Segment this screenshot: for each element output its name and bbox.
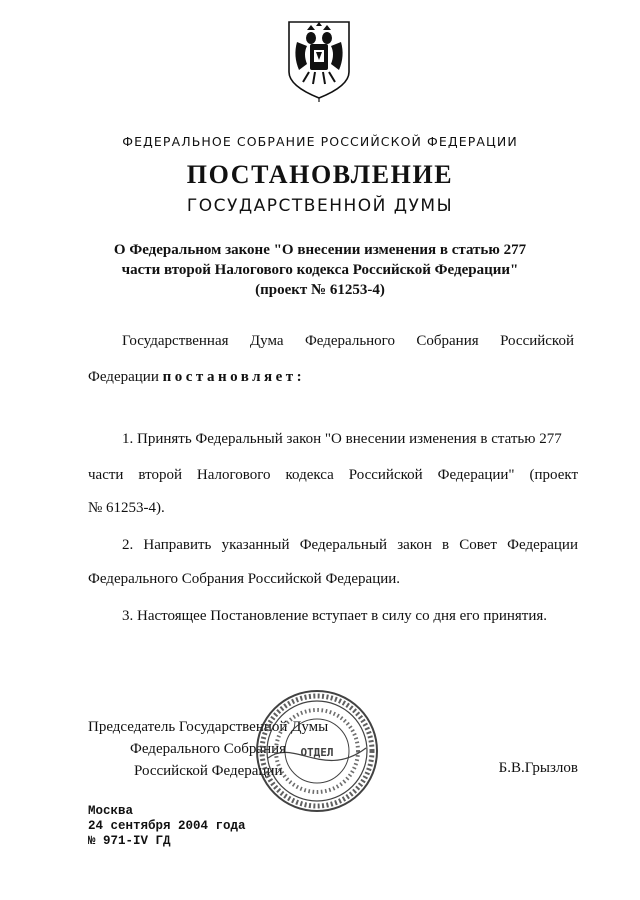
item-line: части второй Налогового кодекса Российской Федерации" (проект xyxy=(88,467,578,483)
preamble-line xyxy=(88,369,578,386)
stamp-label: ОТДЕЛ xyxy=(300,746,334,759)
document-type-title: ПОСТАНОВЛЕНИЕ xyxy=(186,160,454,189)
signatory-title-line: Председатель Государственной Думы xyxy=(88,719,329,735)
subject-line: О Федеральном законе "О внесении изменения в статью 277 xyxy=(113,242,527,258)
preamble-line: Государственная Дума Федерального Собрания Российской xyxy=(122,333,574,349)
organization-heading: ФЕДЕРАЛЬНОЕ СОБРАНИЕ РОССИЙСКОЙ ФЕДЕРАЦИИ xyxy=(122,134,518,149)
item-line: 3. Настоящее Постановление вступает в силу со дня его принятия. xyxy=(122,608,548,624)
preamble-text: Федерации xyxy=(88,369,159,385)
item-line: Федерального Собрания Российской Федерации. xyxy=(88,571,401,587)
item-line: № 61253-4). xyxy=(88,500,165,516)
footer-number: № 971-IV ГД xyxy=(88,834,171,848)
signatory-name: Б.В.Грызлов xyxy=(498,760,578,776)
item-line: 2. Направить указанный Федеральный закон в Совет Федерации xyxy=(122,537,578,553)
document-footer xyxy=(88,804,246,849)
resolves-verb: постановляет: xyxy=(162,369,306,385)
item-line: 1. Принять Федеральный закон "О внесении изменения в статью 277 xyxy=(122,431,562,447)
subject-line: (проект № 61253-4) xyxy=(255,282,385,298)
signatory-title-line: Российской Федерации xyxy=(134,763,283,779)
subject-line: части второй Налогового кодекса Российской Федерации" xyxy=(121,262,519,278)
subject-heading xyxy=(0,240,640,300)
footer-date: 24 сентября 2004 года xyxy=(88,819,246,833)
issuer-subtitle: ГОСУДАРСТВЕННОЙ ДУМЫ xyxy=(186,196,454,216)
official-stamp xyxy=(254,688,380,814)
signatory-title-line: Федерального Собрания xyxy=(130,741,287,757)
coat-of-arms-icon xyxy=(283,18,355,102)
footer-city: Москва xyxy=(88,804,134,818)
